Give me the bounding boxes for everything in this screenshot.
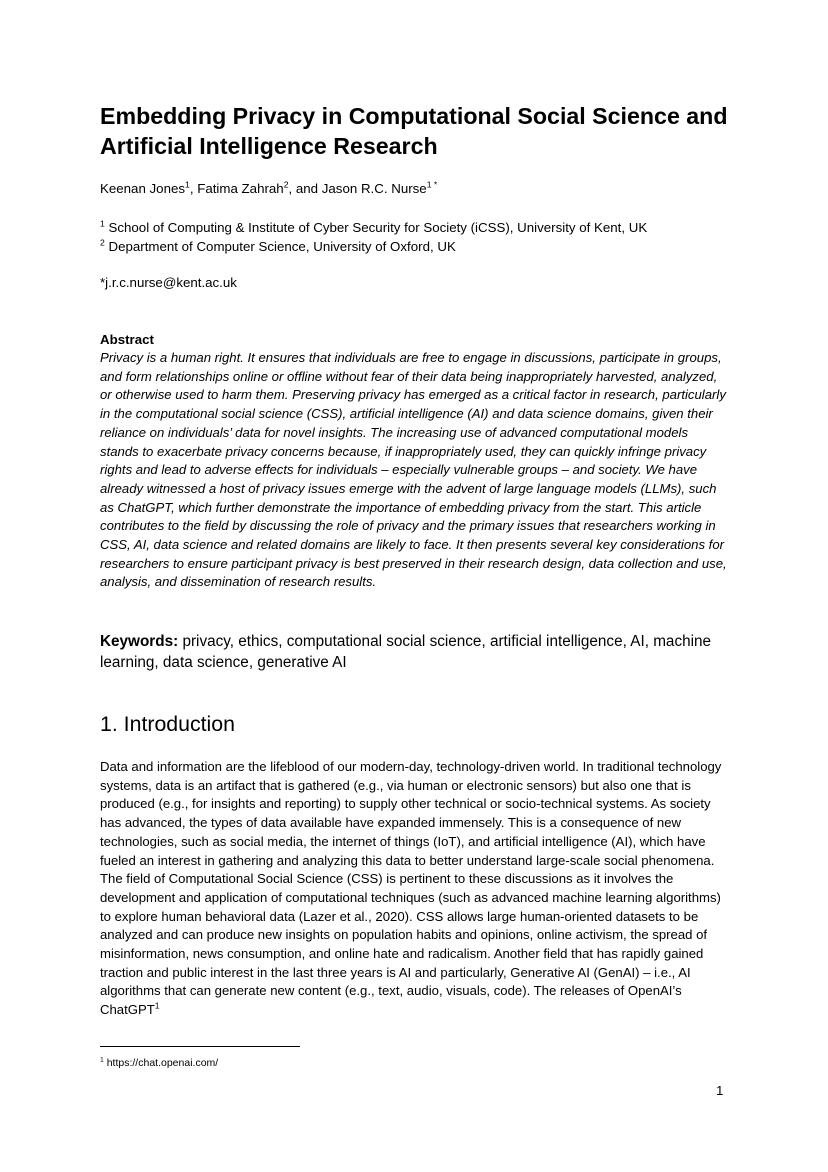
affiliation-text: Department of Computer Science, University of Oxford, UK: [104, 239, 456, 254]
author-separator: , and: [288, 181, 322, 196]
abstract-heading: Abstract: [100, 332, 154, 347]
affiliations: [100, 218, 730, 256]
paragraph-text: Data and information are the lifeblood of our modern-day, technology-driven world. In traditional technology systems, data is an artifact that is gathered (e.g., via human or electronic sensors) but also one that is produced (e.g., for insights and reporting) to supply other technical or socio-technical systems. As society has advanced, the types of data available have expanded immensely. This is a consequence of new technologies, such as social media, the internet of things (IoT), and artificial intelligence (AI), which have fueled an interest in gathering and analyzing this data to better understand large-scale social phenomena. The field of Computational Social Science (CSS) is pertinent to these discussions as it involves the development and application of computational techniques (such as advanced machine learning algorithms) to explore human behavioral data (Lazer et al., 2020). CSS allows large human-oriented datasets to be analyzed and can produce new insights on population habits and opinions, online activism, the spread of misinformation, news consumption, and online hate and radicalism. Another field that has rapidly gained traction and public interest in the last three years is AI and particularly, Generative AI (GenAI) – i.e., AI algorithms that can generate new content (e.g., text, audio, visuals, code). The releases of OpenAI’s ChatGPT: [100, 759, 722, 1018]
keywords: [100, 632, 730, 673]
author-affiliation-marker: 2: [283, 179, 289, 190]
footnote-number: 1: [100, 1056, 104, 1064]
author-separator: ,: [189, 181, 198, 196]
author-affiliation-marker: 1: [185, 179, 190, 190]
keywords-label: Keywords:: [100, 633, 179, 650]
footnote: [100, 1056, 730, 1070]
paper-title: Embedding Privacy in Computational Social Science and Artificial Intelligence Research: [100, 103, 728, 159]
section-heading-introduction: 1. Introduction: [100, 712, 235, 736]
affiliation-text: School of Computing & Institute of Cyber Security for Society (iCSS), University of Kent, UK: [104, 220, 648, 235]
footnote-marker: 1: [154, 1000, 160, 1011]
footnote-divider: [100, 1046, 300, 1047]
author-list: [100, 180, 730, 198]
page-number: 1: [716, 1083, 724, 1098]
author-name: Keenan Jones: [100, 181, 186, 196]
affiliation-line: [100, 237, 730, 256]
affiliation-marker: 1: [100, 218, 105, 229]
introduction-paragraph: [100, 758, 730, 1020]
author-affiliation-marker: 1 *: [426, 179, 438, 190]
corresponding-email: *j.r.c.nurse@kent.ac.uk: [100, 275, 237, 290]
affiliation-line: [100, 218, 730, 237]
affiliation-marker: 2: [100, 237, 105, 248]
footnote-text: https://chat.openai.com/: [103, 1057, 219, 1069]
abstract-text: Privacy is a human right. It ensures that individuals are free to engage in discussions, participate in groups, and form relationships online or offline without fear of their data being inappropriately harvested, analyzed, or otherwise used to harm them. Preserving privacy has emerged as a critical factor in research, particularly in the computational social science (CSS), artificial intelligence (AI) and data science domains, given their reliance on individuals’ data for novel insights. The increasing use of advanced computational models stands to exacerbate privacy concerns because, if inappropriately used, they can quickly infringe privacy rights and lead to adverse effects for individuals – especially vulnerable groups – and society. We have already witnessed a host of privacy issues emerge with the advent of large language models (LLMs), such as ChatGPT, which further demonstrate the importance of embedding privacy from the start. This article contributes to the field by discussing the role of privacy and the primary issues that researchers working in CSS, AI, data science and related domains are likely to face. It then presents several key considerations for researchers to ensure participant privacy is best preserved in their research design, data collection and use, analysis, and dissemination of research results.: [100, 350, 727, 590]
author-name: Jason R.C. Nurse: [321, 181, 427, 196]
author-name: Fatima Zahrah: [197, 181, 284, 196]
keywords-text: privacy, ethics, computational social science, artificial intelligence, AI, machine learning, data science, generative AI: [100, 633, 712, 671]
